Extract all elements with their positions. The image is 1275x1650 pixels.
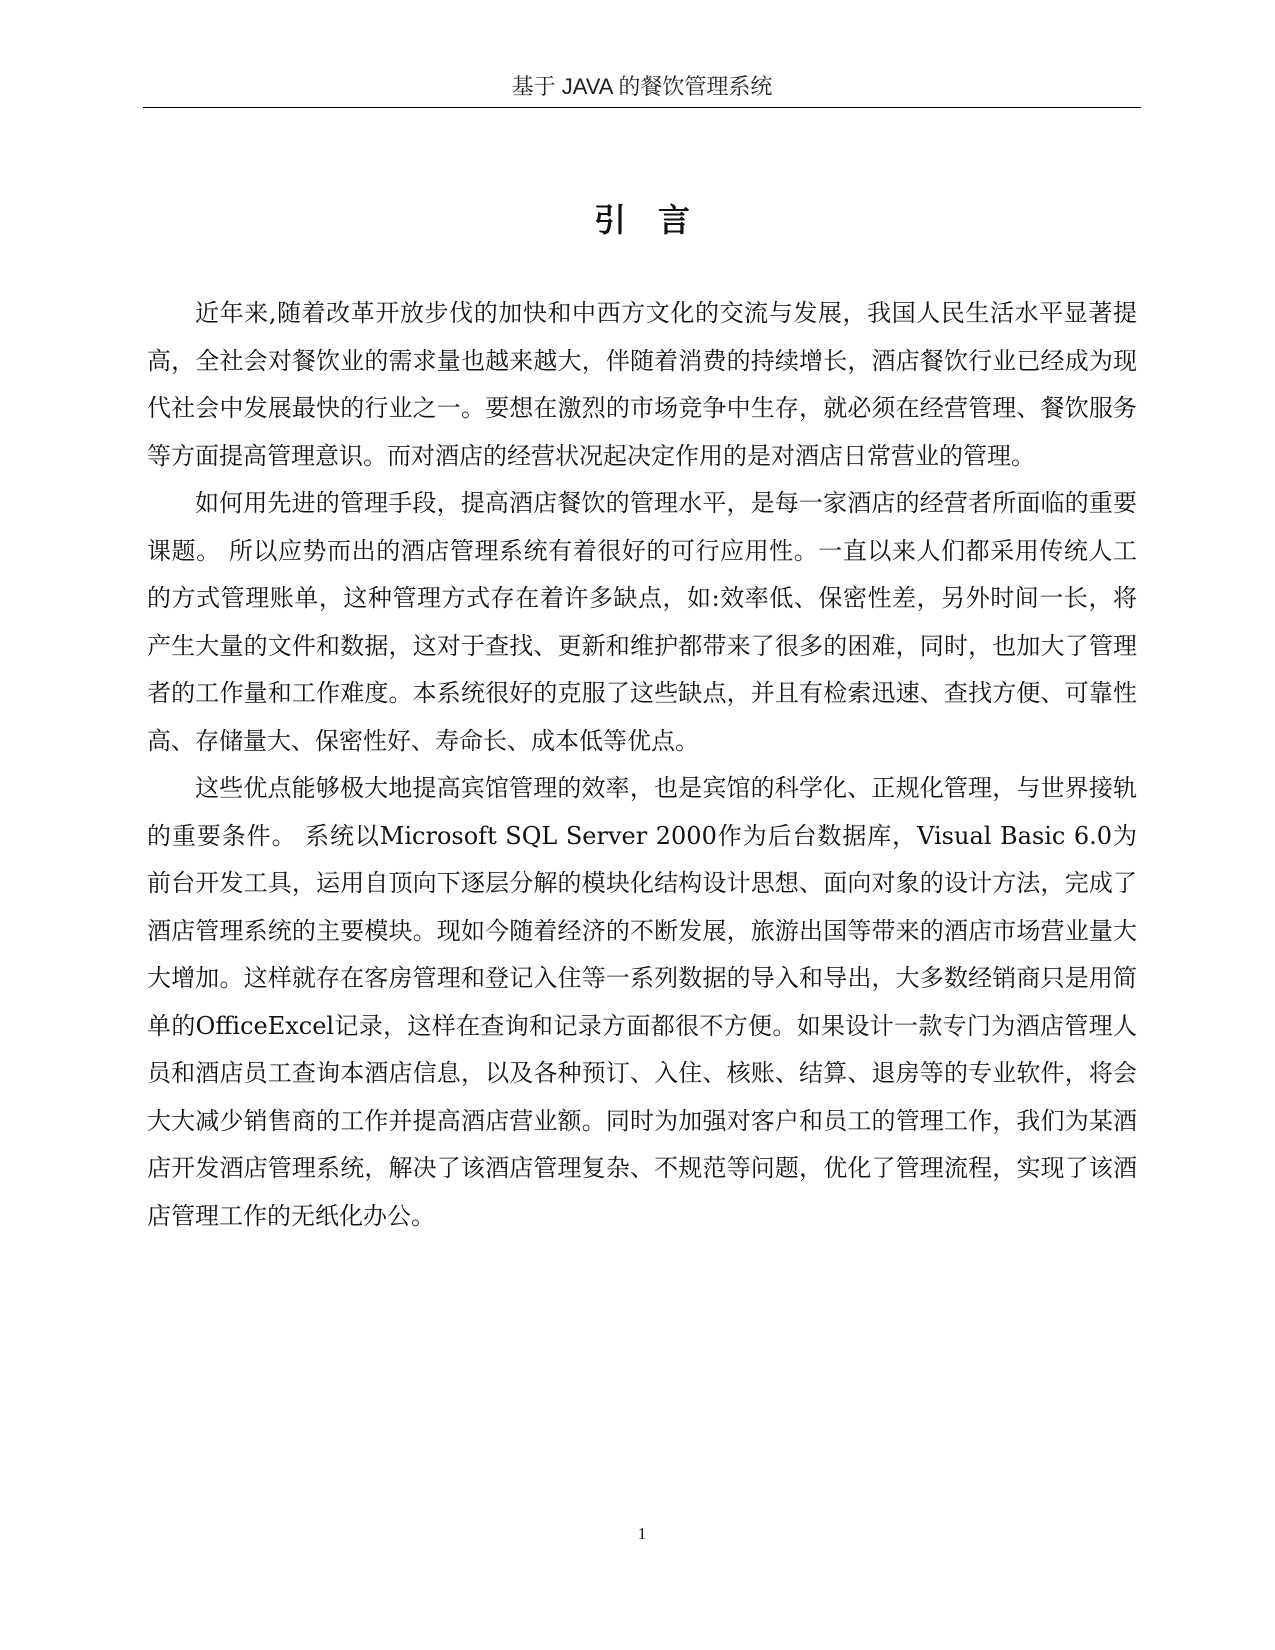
paragraph: 这些优点能够极大地提高宾馆管理的效率，也是宾馆的科学化、正规化管理，与世界接轨的重要条件。 系统以Microsoft SQL Server 2000作为后台数据库，Visual Basic 6.0为前台开发工具，运用自顶向下逐层分解的模块化结构设计思想、面向对象的设计方法，完成了酒店管理系统的主要模块。现如今随着经济的不断发展，旅游出国等带来的酒店市场营业量大大增加。这样就存在客房管理和登记入住等一系列数据的导入和导出，大多数经销商只是用简单的OfficeExcel记录，这样在查询和记录方面都很不方便。如果设计一款专门为酒店管理人员和酒店员工查询本酒店信息，以及各种预订、入住、核账、结算、退房等的专业软件，将会大大减少销售商的工作并提高酒店营业额。同时为加强对客户和员工的管理工作，我们为某酒店开发酒店管理系统，解决了该酒店管理复杂、不规范等问题，优化了管理流程，实现了该酒店管理工作的无纸化办公。 [147,774,1137,1230]
paragraph: 如何用先进的管理手段，提高酒店餐饮的管理水平，是每一家酒店的经营者所面临的重要课题。 所以应势而出的酒店管理系统有着很好的可行应用性。一直以来人们都采用传统人工的方式管理账单，这种管理方式存在着许多缺点，如:效率低、保密性差，另外时间一长，将产生大量的文件和数据，这对于查找、更新和维护都带来了很多的困难，同时，也加大了管理者的工作量和工作难度。本系统很好的克服了这些缺点，并且有检索迅速、查找方便、可靠性高、存储量大、保密性好、寿命长、成本低等优点。 [147,489,1137,755]
body-text [147,290,1137,1240]
paragraph: 近年来,随着改革开放步伐的加快和中西方文化的交流与发展，我国人民生活水平显著提高，全社会对餐饮业的需求量也越来越大，伴随着消费的持续增长，酒店餐饮行业已经成为现代社会中发展最快的行业之一。要想在激烈的市场竞争中生存，就必须在经营管理、餐饮服务等方面提高管理意识。而对酒店的经营状况起决定作用的是对酒店日常营业的管理。 [147,299,1137,470]
page-number: 1 [637,1524,647,1543]
running-header: 基于 JAVA 的餐饮管理系统 [511,74,773,99]
header-rule [143,107,1141,108]
section-title: 引言 [593,201,722,239]
